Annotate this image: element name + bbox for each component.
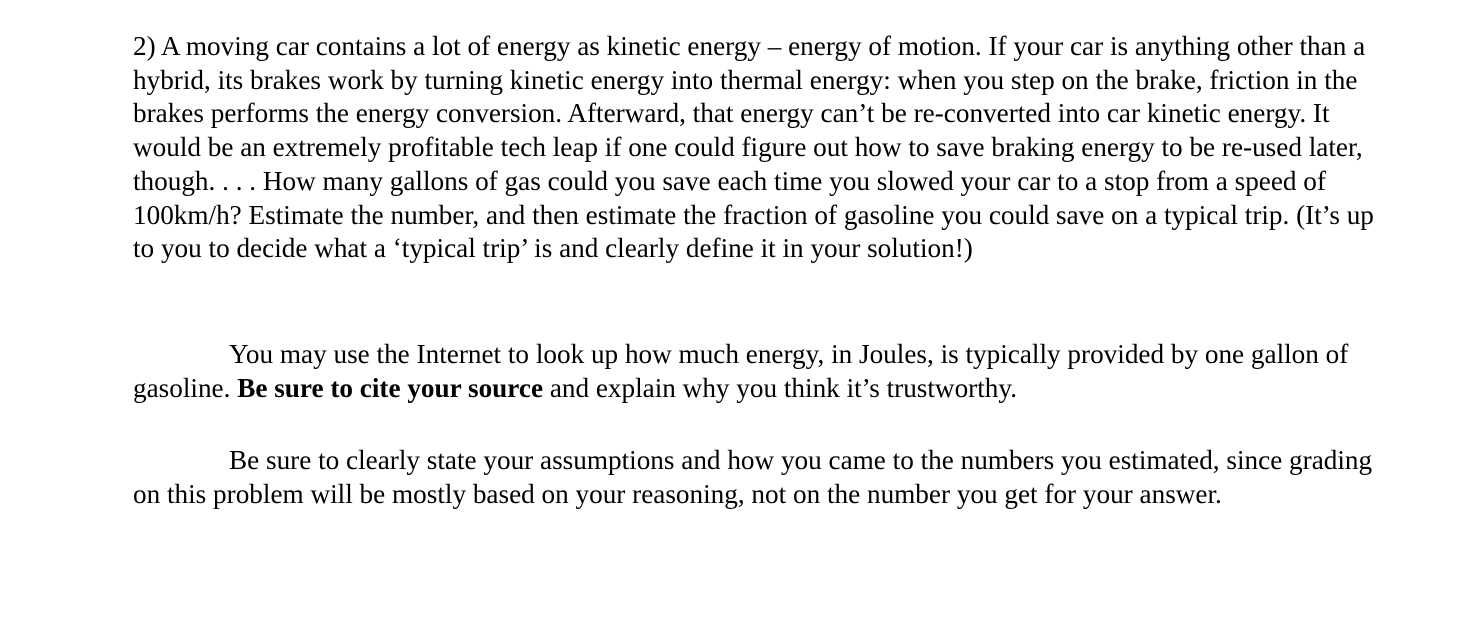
trustworthy-text: and explain why you think it’s trustworthy.	[543, 372, 1017, 403]
assumptions-paragraph	[133, 444, 1383, 511]
problem-text: 2) A moving car contains a lot of energy as kinetic energy – energy of motion. If your car is anything other than a hybrid, its brakes work by turning kinetic energy into thermal energy: when you step on the brake, friction in the brakes performs the energy conversion. Afterward, that energy can’t be re-converted into car kinetic energy. It would be an extremely profitable tech leap if one could figure out how to save braking energy to be re-used later, though. . . . How many gallons of gas could you save each time you slowed your car to a stop from a speed of 100km/h? Estimate the number, and then estimate the fraction of gasoline you could save on a typical trip. (It’s up to you to decide what a ‘typical trip’ is and clearly define it in your solution!)	[133, 31, 1374, 264]
assumptions-text: Be sure to clearly state your assumptions and how you came to the numbers you estimated, since grading on this problem will be mostly based on your reasoning, not on the number you get for your answer.	[133, 445, 1373, 509]
cite-source-emphasis: Be sure to cite your source	[237, 372, 544, 403]
internet-source-paragraph	[133, 338, 1383, 405]
problem-paragraph	[133, 30, 1383, 266]
internet-source-text: You may use the Internet to look up how much energy, in Joules, is typically provided by one gallon of gasoline.	[133, 339, 1349, 403]
